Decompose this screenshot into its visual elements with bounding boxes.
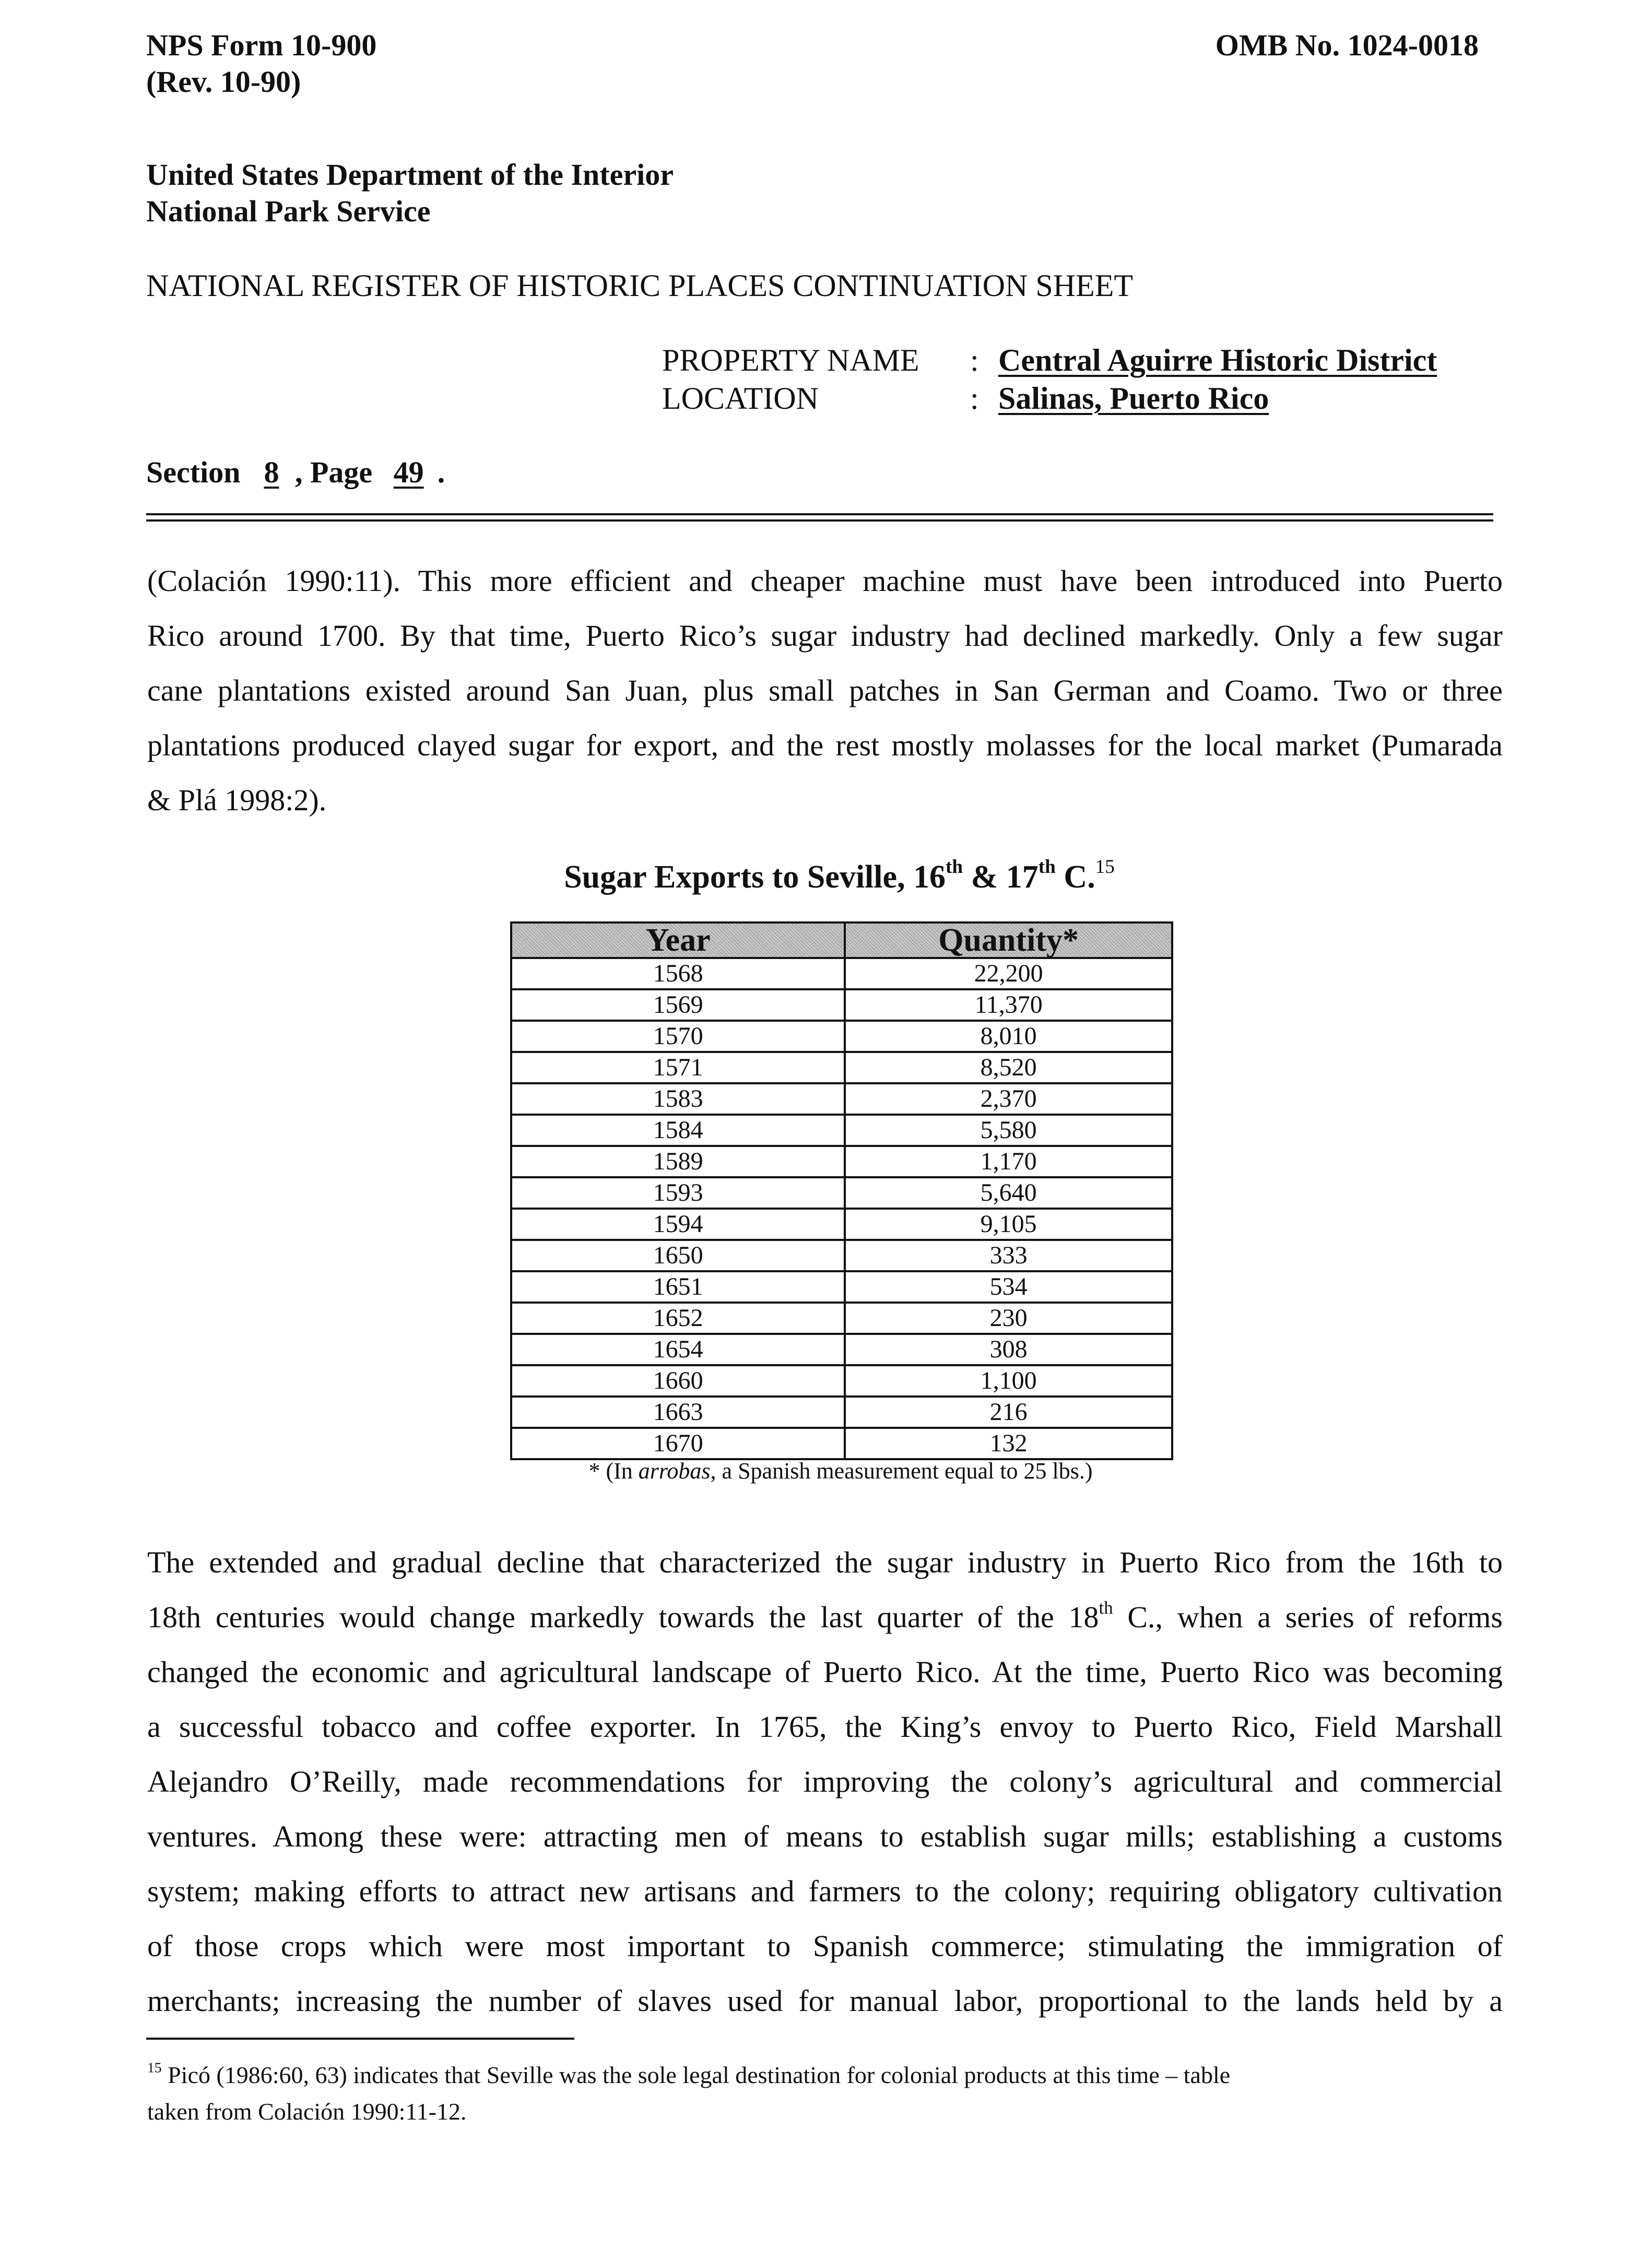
table-row [511, 1115, 1172, 1146]
cell-year: 1589 [511, 1146, 845, 1177]
paragraph-line: merchants; increasing the number of slaves used for manual labor, proportional to the lands held by a [147, 1984, 1503, 2018]
table-note-text: * (In [588, 1458, 639, 1484]
paragraph-line: of those crops which were most important to Spanish commerce; stimulating the immigration of [147, 1929, 1503, 1963]
footnote-number: 15 [147, 2059, 162, 2076]
cell-quantity: 1,170 [845, 1146, 1172, 1177]
cell-year: 1654 [511, 1334, 845, 1365]
footnote-line [147, 2057, 1505, 2093]
cell-year: 1651 [511, 1271, 845, 1303]
section-trailing-period: . [437, 455, 445, 489]
paragraph-reforms [147, 1535, 1503, 2028]
table-row [511, 1209, 1172, 1240]
cell-quantity: 22,200 [845, 958, 1172, 989]
cell-year: 1652 [511, 1303, 845, 1334]
table-header-row [511, 922, 1172, 958]
cell-year: 1663 [511, 1397, 845, 1428]
section-page-line [146, 454, 445, 491]
header-divider-top [146, 513, 1493, 515]
cell-year: 1594 [511, 1209, 845, 1240]
department-name: United States Department of the Interior [146, 158, 674, 192]
section-number: 8 [264, 455, 279, 489]
cell-quantity: 132 [845, 1428, 1172, 1459]
footnote-reference: 15 [1095, 856, 1115, 878]
section-label: Section [146, 455, 241, 489]
cell-quantity: 534 [845, 1271, 1172, 1303]
table-title-superscript: th [1038, 856, 1056, 878]
cell-quantity: 9,105 [845, 1209, 1172, 1240]
table-title-text: C. [1055, 859, 1095, 895]
page-label: , Page [294, 455, 373, 489]
paragraph-line: (Colación 1990:11). This more efficient and cheaper machine must have been introduced into Puerto [147, 564, 1503, 598]
table-title-text: Sugar Exports to Seville, 16 [564, 859, 946, 895]
paragraph-intro [147, 553, 1503, 827]
paragraph-superscript: th [1099, 1597, 1113, 1618]
cell-quantity: 8,520 [845, 1052, 1172, 1083]
cell-quantity: 230 [845, 1303, 1172, 1334]
cell-quantity: 8,010 [845, 1021, 1172, 1052]
table-row [511, 1271, 1172, 1303]
cell-quantity: 308 [845, 1334, 1172, 1365]
paragraph-line [147, 1590, 1503, 1644]
cell-year: 1593 [511, 1177, 845, 1209]
table-row [511, 1052, 1172, 1083]
cell-year: 1583 [511, 1083, 845, 1115]
paragraph-line: ventures. Among these were: attracting men of means to establish sugar mills; establishing a customs [147, 1819, 1503, 1853]
paragraph-line: system; making efforts to attract new artisans and farmers to the colony; requiring obligatory cultivation [147, 1874, 1503, 1908]
form-revision: (Rev. 10-90) [146, 65, 301, 99]
cell-quantity: 11,370 [845, 989, 1172, 1021]
paragraph-line: changed the economic and agricultural landscape of Puerto Rico. At the time, Puerto Rico was becoming [147, 1655, 1503, 1689]
table-row [511, 1365, 1172, 1397]
cell-quantity: 333 [845, 1240, 1172, 1271]
cell-year: 1650 [511, 1240, 845, 1271]
paragraph-line: & Plá 1998:2). [147, 783, 327, 817]
column-header-quantity: Quantity* [845, 922, 1172, 958]
table-row [511, 1397, 1172, 1428]
cell-year: 1571 [511, 1052, 845, 1083]
column-header-year: Year [511, 922, 845, 958]
paragraph-line-text: 18th centuries would change markedly towards the last quarter of the 18 [147, 1600, 1099, 1634]
footnote-text: Picó (1986:60, 63) indicates that Seville was the sole legal destination for colonial products at this time – table [161, 2062, 1231, 2088]
footnote-line: taken from Colación 1990:11-12. [147, 2098, 467, 2125]
table-row [511, 1021, 1172, 1052]
cell-quantity: 216 [845, 1397, 1172, 1428]
table-note-italic: arrobas [638, 1458, 711, 1484]
paragraph-line: The extended and gradual decline that characterized the sugar industry in Puerto Rico from the 16th to [147, 1545, 1503, 1579]
cell-year: 1568 [511, 958, 845, 989]
table-row [511, 1428, 1172, 1459]
page-number: 49 [393, 455, 424, 489]
cell-year: 1670 [511, 1428, 845, 1459]
paragraph-line: a successful tobacco and coffee exporter. In 1765, the King’s envoy to Puerto Rico, Field Marshall [147, 1710, 1503, 1744]
sheet-title: NATIONAL REGISTER OF HISTORIC PLACES CONTINUATION SHEET [146, 268, 1133, 303]
property-name-separator: : [970, 343, 979, 377]
cell-year: 1569 [511, 989, 845, 1021]
table-row [511, 1303, 1172, 1334]
location-separator: : [970, 381, 979, 416]
table-row [511, 1334, 1172, 1365]
table-row [511, 958, 1172, 989]
paragraph-line: Rico around 1700. By that time, Puerto Rico’s sugar industry had declined markedly. Only a few sugar [147, 619, 1503, 653]
table-note-text: , a Spanish measurement equal to 25 lbs.) [710, 1458, 1093, 1484]
property-name-value: Central Aguirre Historic District [998, 343, 1437, 377]
cell-quantity: 1,100 [845, 1365, 1172, 1397]
cell-quantity: 2,370 [845, 1083, 1172, 1115]
agency-name: National Park Service [146, 194, 431, 228]
paragraph-line: Alejandro O’Reilly, made recommendations for improving the colony’s agricultural and commercial [147, 1765, 1503, 1799]
location-label: LOCATION [662, 381, 819, 416]
table-row [511, 1083, 1172, 1115]
table-title [509, 856, 1170, 898]
table-note [509, 1457, 1172, 1486]
table-row [511, 1240, 1172, 1271]
paragraph-line-text: C., when a series of reforms [1113, 1600, 1503, 1634]
paragraph-line: cane plantations existed around San Juan, plus small patches in San German and Coamo. Two or three [147, 673, 1503, 707]
sugar-exports-table [510, 921, 1173, 1460]
omb-number: OMB No. 1024-0018 [1215, 28, 1479, 62]
cell-quantity: 5,580 [845, 1115, 1172, 1146]
table-row [511, 989, 1172, 1021]
table-row [511, 1146, 1172, 1177]
footnote [147, 2057, 1505, 2130]
cell-quantity: 5,640 [845, 1177, 1172, 1209]
property-name-label: PROPERTY NAME [662, 343, 919, 377]
footnote-separator [146, 2038, 574, 2040]
table-title-text: & 17 [963, 859, 1039, 895]
table-title-superscript: th [946, 856, 963, 878]
table-row [511, 1177, 1172, 1209]
cell-year: 1660 [511, 1365, 845, 1397]
location-value: Salinas, Puerto Rico [998, 381, 1269, 416]
header-divider-bottom [146, 519, 1493, 522]
form-number: NPS Form 10-900 [146, 28, 377, 62]
paragraph-line: plantations produced clayed sugar for export, and the rest mostly molasses for the local market (Pumarada [147, 728, 1503, 762]
cell-year: 1584 [511, 1115, 845, 1146]
cell-year: 1570 [511, 1021, 845, 1052]
